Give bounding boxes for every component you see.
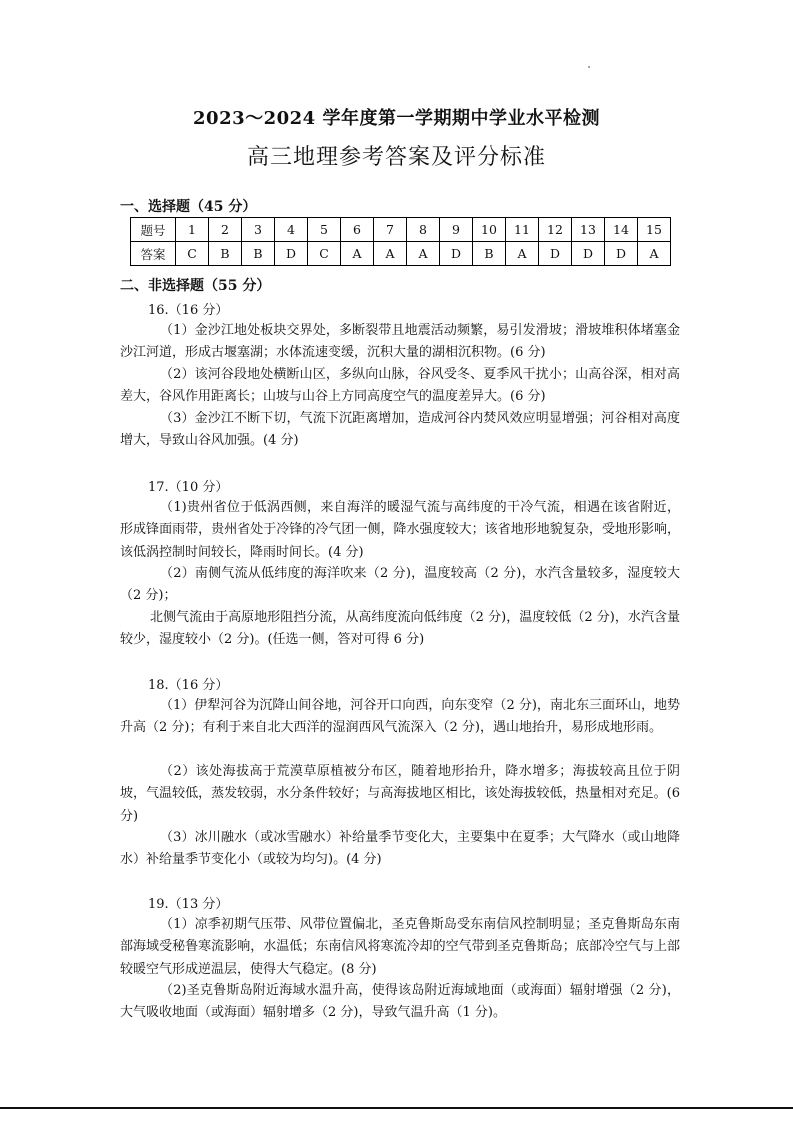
q17-part1: （1)贵州省位于低涡西侧，来自海洋的暖湿气流与高纬度的干冷气流，相遇在该省附近，形成锋面雨带，贵州省处于冷锋的冷气团一侧，降水强度较大；该省地形地貌复杂，受地形影响，该低涡控制时间较长，降雨时间长。(4 分) bbox=[120, 500, 680, 560]
question-number-cell: 4 bbox=[275, 218, 308, 242]
q16-part1: （1）金沙江地处板块交界处，多断裂带且地震活动频繁，易引发滑坡；滑坡堆积体堵塞金沙江河道，形成古堰塞湖；水体流速变缓，沉积大量的湖相沉积物。(6 分) bbox=[120, 323, 680, 361]
answer-cell: A bbox=[506, 242, 539, 266]
answer-row bbox=[131, 242, 671, 266]
q16-part2: （2）该河谷段地处横断山区，多纵向山脉，谷风受冬、夏季风干扰小；山高谷深，相对高差大，谷风作用距离长；山坡与山谷上方同高度空气的温度差异大。(6 分) bbox=[120, 367, 680, 405]
question-number-row bbox=[131, 218, 671, 242]
question-number-cell: 2 bbox=[209, 218, 242, 242]
answer-cell: D bbox=[572, 242, 605, 266]
question-number-cell: 9 bbox=[440, 218, 473, 242]
answer-cell: B bbox=[242, 242, 275, 266]
q16-part3: （3）金沙江不断下切，气流下沉距离增加，造成河谷内焚风效应明显增强；河谷相对高度增大，导致山谷风加强。(4 分) bbox=[120, 411, 680, 449]
q19-part1: （1）凉季初期气压带、风带位置偏北，圣克鲁斯岛受东南信风控制明显；圣克鲁斯岛东南部海域受秘鲁寒流影响，水温低；东南信风将寒流冷却的空气带到圣克鲁斯岛；底部冷空气与上部较暖空气形成逆温层，使得大气稳定。(8 分) bbox=[120, 917, 680, 977]
section1-heading: 一、选择题（45 分） bbox=[120, 199, 257, 215]
answer-cell: B bbox=[473, 242, 506, 266]
question-number-cell: 12 bbox=[539, 218, 572, 242]
answer-cell: A bbox=[374, 242, 407, 266]
question-number-cell: 11 bbox=[506, 218, 539, 242]
answer-cell: A bbox=[407, 242, 440, 266]
answer-table bbox=[130, 217, 671, 266]
answer-cell: A bbox=[341, 242, 374, 266]
answer-cell: D bbox=[440, 242, 473, 266]
question-number-cell: 8 bbox=[407, 218, 440, 242]
q18-heading: 18.（16 分） bbox=[148, 678, 229, 693]
q18-part1: （1）伊犁河谷为沉降山间谷地，河谷开口向西，向东变窄（2 分)，南北东三面环山，地势升高（2 分)；有利于来自北大西洋的湿润西风气流深入（2 分)，遇山地抬升，易形成地形雨。 bbox=[120, 698, 680, 736]
row-label-answers: 答案 bbox=[131, 242, 176, 266]
answer-cell: D bbox=[539, 242, 572, 266]
q18-part2: （2）该处海拔高于荒漠草原植被分布区，随着地形抬升，降水增多；海拔较高且位于阴坡，气温较低，蒸发较弱，水分条件较好；与高海拔地区相比，该处海拔较低，热量相对充足。(6 分) bbox=[120, 764, 680, 824]
answer-cell: C bbox=[176, 242, 209, 266]
question-number-cell: 3 bbox=[242, 218, 275, 242]
q17-part2-north: 北侧气流由于高原地形阻挡分流，从高纬度流向低纬度（2 分)，温度较低（2 分)，水汽含量较少，湿度较小（2 分)。(任选一侧，答对可得 6 分) bbox=[120, 610, 680, 648]
section2-heading: 二、非选择题（55 分） bbox=[120, 278, 271, 294]
exam-title: 2023～2024 学年度第一学期期中学业水平检测 bbox=[193, 108, 600, 129]
answer-cell: D bbox=[275, 242, 308, 266]
question-number-cell: 1 bbox=[176, 218, 209, 242]
answer-cell: A bbox=[638, 242, 671, 266]
question-number-cell: 15 bbox=[638, 218, 671, 242]
question-number-cell: 10 bbox=[473, 218, 506, 242]
answer-cell: B bbox=[209, 242, 242, 266]
q17-heading: 17.（10 分） bbox=[148, 480, 229, 495]
question-number-cell: 6 bbox=[341, 218, 374, 242]
q18-part3: （3）冰川融水（或冰雪融水）补给量季节变化大，主要集中在夏季；大气降水（或山地降水）补给量季节变化小（或较为均匀)。(4 分) bbox=[120, 830, 680, 868]
question-number-cell: 7 bbox=[374, 218, 407, 242]
question-number-cell: 13 bbox=[572, 218, 605, 242]
question-number-cell: 5 bbox=[308, 218, 341, 242]
page-bottom-rule bbox=[0, 1107, 793, 1109]
question-number-cell: 14 bbox=[605, 218, 638, 242]
row-label-numbers: 题号 bbox=[131, 218, 176, 242]
answer-cell: C bbox=[308, 242, 341, 266]
q17-part2: （2）南侧气流从低纬度的海洋吹来（2 分)，温度较高（2 分)，水汽含量较多，湿度较大（2 分)； bbox=[120, 566, 680, 604]
q16-heading: 16.（16 分） bbox=[148, 303, 229, 318]
q19-part2: （2)圣克鲁斯岛附近海域水温升高，使得该岛附近海域地面（或海面）辐射增强（2 分)，大气吸收地面（或海面）辐射增多（2 分)，导致气温升高（1 分)。 bbox=[120, 983, 680, 1021]
scan-dot bbox=[588, 66, 590, 68]
q19-heading: 19.（13 分） bbox=[148, 897, 229, 912]
answer-key-title: 高三地理参考答案及评分标准 bbox=[246, 145, 546, 170]
answer-cell: D bbox=[605, 242, 638, 266]
